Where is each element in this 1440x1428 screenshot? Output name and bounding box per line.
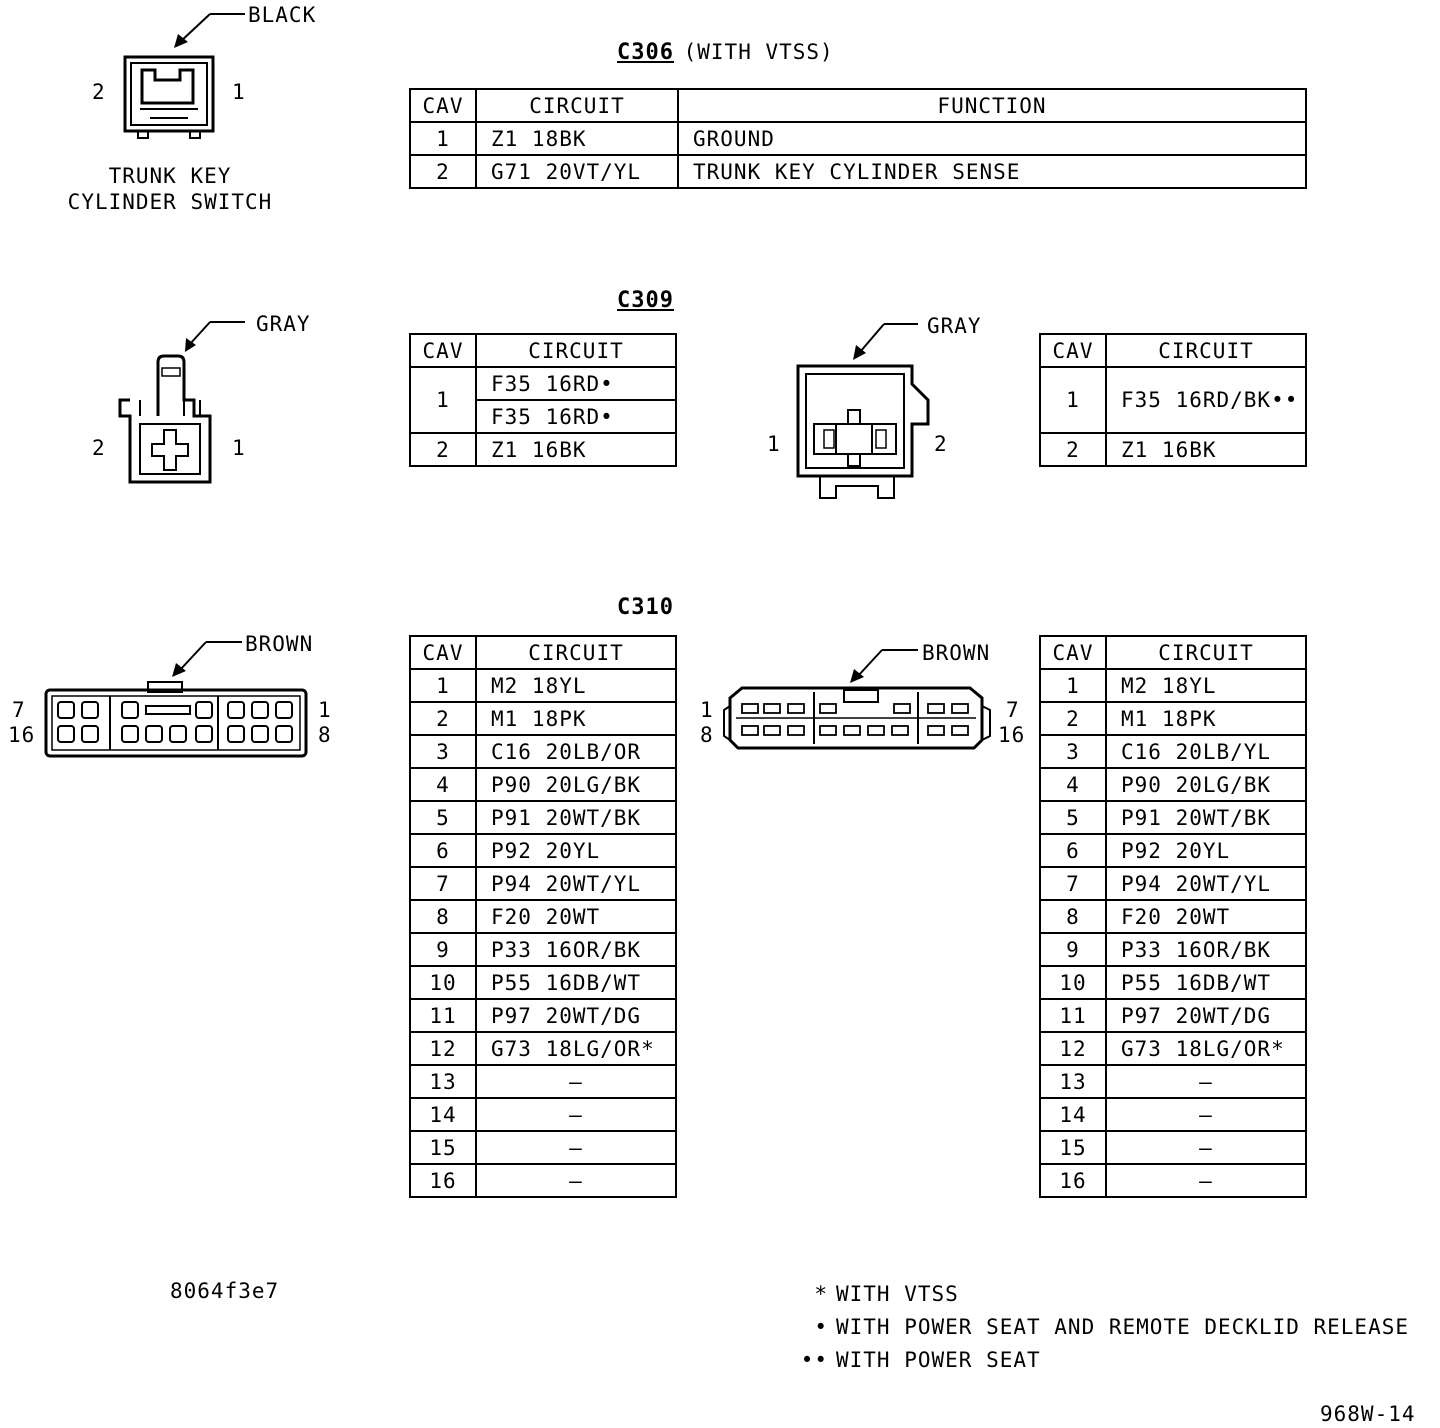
- circuit-cell: C16 20LB/OR: [476, 735, 676, 768]
- table-row: [410, 768, 676, 801]
- cav-cell: 2: [1040, 702, 1106, 735]
- cav-cell: 13: [410, 1065, 476, 1098]
- table-row: [1040, 999, 1306, 1032]
- legend-symbol: ••: [800, 1348, 828, 1372]
- cav-cell: 6: [410, 834, 476, 867]
- cav-cell: 15: [410, 1131, 476, 1164]
- table-row: [1040, 801, 1306, 834]
- c309-left-pin-1-label: 1: [232, 436, 246, 460]
- legend-item: [790, 1282, 1409, 1315]
- table-row: [410, 669, 676, 702]
- table-row: [410, 155, 1306, 188]
- cav-cell: 1: [410, 367, 476, 433]
- table-row: [410, 367, 676, 400]
- circuit-cell: P92 20YL: [476, 834, 676, 867]
- circuit-cell: –: [1106, 1065, 1306, 1098]
- c306-component-line-1: TRUNK KEY: [108, 164, 232, 188]
- cav-cell: 15: [1040, 1131, 1106, 1164]
- cav-cell: 11: [410, 999, 476, 1032]
- c310-right-color-label: BROWN: [922, 641, 991, 665]
- table-row: [1040, 768, 1306, 801]
- cav-cell: 2: [410, 702, 476, 735]
- table-header-row: [1040, 636, 1306, 669]
- table-row: [410, 801, 676, 834]
- table-row: [1040, 367, 1306, 433]
- table-row: [1040, 669, 1306, 702]
- circuit-cell: –: [1106, 1164, 1306, 1197]
- table-row: [410, 702, 676, 735]
- c306-pin-1-label: 1: [232, 80, 246, 104]
- cav-cell: 9: [410, 933, 476, 966]
- c309-title: C309: [617, 288, 674, 313]
- circuit-cell: P55 16DB/WT: [1106, 966, 1306, 999]
- table-row: [1040, 867, 1306, 900]
- c306-title-name: C306: [617, 40, 674, 65]
- table-row: [1040, 735, 1306, 768]
- image-code: 8064f3e7: [170, 1279, 280, 1303]
- cav-cell: 2: [410, 155, 476, 188]
- circuit-cell: F35 16RD•: [476, 367, 676, 400]
- cav-cell: 10: [410, 966, 476, 999]
- header-circuit: CIRCUIT: [1106, 636, 1306, 669]
- circuit-cell: P91 20WT/BK: [1106, 801, 1306, 834]
- legend-text: WITH POWER SEAT: [836, 1348, 1041, 1372]
- circuit-cell: P92 20YL: [1106, 834, 1306, 867]
- circuit-cell: Z1 16BK: [1106, 433, 1306, 466]
- header-cav: CAV: [1040, 636, 1106, 669]
- table-row: [1040, 1032, 1306, 1065]
- circuit-cell: –: [476, 1098, 676, 1131]
- c310-left-pin-7-label: 7: [12, 698, 26, 722]
- table-row: [410, 834, 676, 867]
- table-header-row: [1040, 334, 1306, 367]
- circuit-cell: P55 16DB/WT: [476, 966, 676, 999]
- circuit-cell: P33 16OR/BK: [476, 933, 676, 966]
- legend-text: WITH POWER SEAT AND REMOTE DECKLID RELEASE: [836, 1315, 1410, 1339]
- cav-cell: 5: [1040, 801, 1106, 834]
- c310-title: C310: [617, 595, 674, 620]
- cav-cell: 1: [1040, 367, 1106, 433]
- header-circuit: CIRCUIT: [476, 636, 676, 669]
- cav-cell: 7: [1040, 867, 1106, 900]
- circuit-cell: Z1 16BK: [476, 433, 676, 466]
- table-row: [1040, 433, 1306, 466]
- table-row: [410, 122, 1306, 155]
- circuit-cell: M2 18YL: [476, 669, 676, 702]
- cav-cell: 4: [410, 768, 476, 801]
- table-header-row: [410, 89, 1306, 122]
- table-row: [1040, 1164, 1306, 1197]
- table-header-row: [410, 334, 676, 367]
- cav-cell: 16: [1040, 1164, 1106, 1197]
- table-row: [410, 433, 676, 466]
- header-function: FUNCTION: [678, 89, 1306, 122]
- circuit-cell: Z1 18BK: [476, 122, 678, 155]
- table-row: [1040, 834, 1306, 867]
- circuit-cell: –: [476, 1065, 676, 1098]
- c309-right-pin-1-label: 1: [767, 432, 781, 456]
- header-circuit: CIRCUIT: [476, 89, 678, 122]
- cav-cell: 6: [1040, 834, 1106, 867]
- c306-pin-2-label: 2: [92, 80, 106, 104]
- table-row: [410, 1032, 676, 1065]
- cav-cell: 1: [1040, 669, 1106, 702]
- circuit-cell: M1 18PK: [476, 702, 676, 735]
- cav-cell: 5: [410, 801, 476, 834]
- cav-cell: 8: [1040, 900, 1106, 933]
- cav-cell: 16: [410, 1164, 476, 1197]
- c310-left-table: [409, 635, 677, 1198]
- cav-cell: 12: [410, 1032, 476, 1065]
- c306-color-label: BLACK: [248, 3, 317, 27]
- table-row: [410, 1164, 676, 1197]
- table-row: [410, 900, 676, 933]
- circuit-cell: F35 16RD•: [476, 400, 676, 433]
- c310-left-pin-1-label: 1: [318, 698, 332, 722]
- c309-left-pin-2-label: 2: [92, 436, 106, 460]
- circuit-cell: P94 20WT/YL: [476, 867, 676, 900]
- circuit-cell: P97 20WT/DG: [1106, 999, 1306, 1032]
- cav-cell: 2: [410, 433, 476, 466]
- circuit-cell: P90 20LG/BK: [1106, 768, 1306, 801]
- table-row: [410, 1131, 676, 1164]
- cav-cell: 1: [410, 669, 476, 702]
- table-row: [410, 735, 676, 768]
- table-header-row: [410, 636, 676, 669]
- table-row: [1040, 933, 1306, 966]
- cav-cell: 2: [1040, 433, 1106, 466]
- circuit-cell: F20 20WT: [1106, 900, 1306, 933]
- table-row: [410, 1098, 676, 1131]
- cav-cell: 10: [1040, 966, 1106, 999]
- circuit-cell: P90 20LG/BK: [476, 768, 676, 801]
- figure-number: 968W-14: [1320, 1402, 1416, 1426]
- c309-left-color-label: GRAY: [256, 312, 311, 336]
- c310-right-pin-1-label: 1: [700, 698, 714, 722]
- table-row: [410, 867, 676, 900]
- table-row: [1040, 1065, 1306, 1098]
- cav-cell: 13: [1040, 1065, 1106, 1098]
- c306-title-qualifier: (WITH VTSS): [683, 40, 834, 64]
- circuit-cell: P97 20WT/DG: [476, 999, 676, 1032]
- header-cav: CAV: [410, 636, 476, 669]
- circuit-cell: F35 16RD/BK••: [1106, 367, 1306, 433]
- header-cav: CAV: [1040, 334, 1106, 367]
- circuit-cell: P33 16OR/BK: [1106, 933, 1306, 966]
- header-cav: CAV: [410, 334, 476, 367]
- legend: [790, 1282, 1409, 1381]
- table-row: [1040, 1131, 1306, 1164]
- table-row: [1040, 1098, 1306, 1131]
- c306-title: [617, 40, 834, 65]
- cav-cell: 4: [1040, 768, 1106, 801]
- circuit-cell: G73 18LG/OR*: [1106, 1032, 1306, 1065]
- legend-item: [790, 1348, 1409, 1381]
- c310-left-pin-16-label: 16: [8, 723, 36, 747]
- c306-table: [409, 88, 1307, 189]
- header-circuit: CIRCUIT: [476, 334, 676, 367]
- circuit-cell: G71 20VT/YL: [476, 155, 678, 188]
- legend-symbol: •: [814, 1315, 828, 1339]
- cav-cell: 8: [410, 900, 476, 933]
- function-cell: GROUND: [678, 122, 1306, 155]
- circuit-cell: F20 20WT: [476, 900, 676, 933]
- circuit-cell: C16 20LB/YL: [1106, 735, 1306, 768]
- circuit-cell: –: [1106, 1098, 1306, 1131]
- circuit-cell: M2 18YL: [1106, 669, 1306, 702]
- cav-cell: 12: [1040, 1032, 1106, 1065]
- c310-left-pin-8-label: 8: [318, 723, 332, 747]
- c310-right-table: [1039, 635, 1307, 1198]
- circuit-cell: M1 18PK: [1106, 702, 1306, 735]
- header-circuit: CIRCUIT: [1106, 334, 1306, 367]
- legend-symbol: *: [814, 1282, 828, 1306]
- table-row: [1040, 900, 1306, 933]
- table-row: [1040, 966, 1306, 999]
- c310-right-pin-7-label: 7: [1006, 698, 1020, 722]
- circuit-cell: –: [476, 1164, 676, 1197]
- function-cell: TRUNK KEY CYLINDER SENSE: [678, 155, 1306, 188]
- c306-component-line-2: CYLINDER SWITCH: [67, 190, 273, 214]
- table-row: [410, 999, 676, 1032]
- c310-right-pin-8-label: 8: [700, 723, 714, 747]
- table-row: [1040, 702, 1306, 735]
- table-row: [410, 1065, 676, 1098]
- legend-item: [790, 1315, 1409, 1348]
- cav-cell: 9: [1040, 933, 1106, 966]
- cav-cell: 3: [410, 735, 476, 768]
- cav-cell: 14: [1040, 1098, 1106, 1131]
- circuit-cell: G73 18LG/OR*: [476, 1032, 676, 1065]
- c310-right-pin-16-label: 16: [998, 723, 1026, 747]
- c309-right-pin-2-label: 2: [934, 432, 948, 456]
- circuit-cell: P94 20WT/YL: [1106, 867, 1306, 900]
- table-row: [410, 966, 676, 999]
- table-row: [410, 933, 676, 966]
- header-cav: CAV: [410, 89, 476, 122]
- legend-text: WITH VTSS: [836, 1282, 959, 1306]
- c309-left-table: [409, 333, 677, 467]
- cav-cell: 11: [1040, 999, 1106, 1032]
- circuit-cell: –: [476, 1131, 676, 1164]
- cav-cell: 14: [410, 1098, 476, 1131]
- c309-right-color-label: GRAY: [927, 314, 982, 338]
- cav-cell: 1: [410, 122, 476, 155]
- circuit-cell: –: [1106, 1131, 1306, 1164]
- c310-left-color-label: BROWN: [245, 632, 314, 656]
- cav-cell: 3: [1040, 735, 1106, 768]
- circuit-cell: P91 20WT/BK: [476, 801, 676, 834]
- cav-cell: 7: [410, 867, 476, 900]
- c309-right-table: [1039, 333, 1307, 467]
